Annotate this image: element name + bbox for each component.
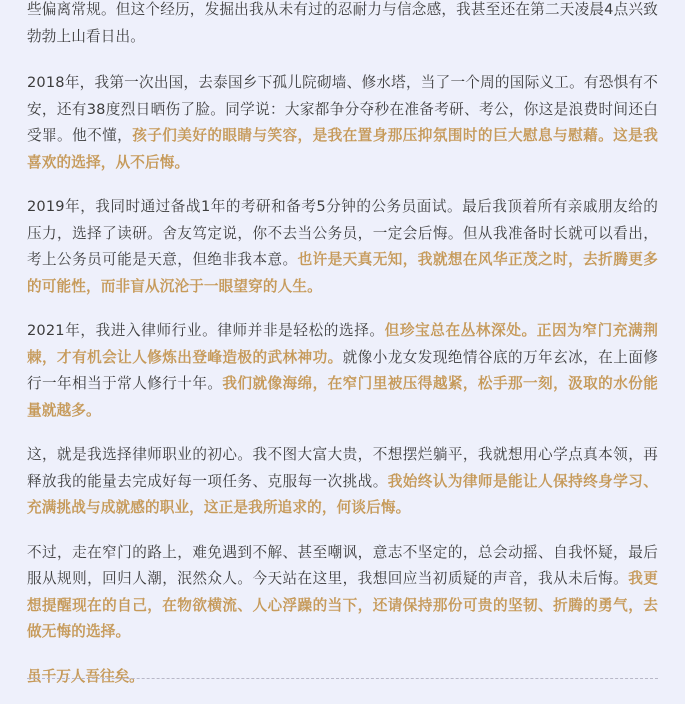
paragraph-2019-text: 2019年，我同时通过备战1年的考研和备考5分钟的公务员面试。最后我顶着所有亲戚朋友给的压力，选择了读研。舍友笃定说，你不去当公务员，一定会后悔。但从我准备时长就可以看出，考上公务员可能是天意，但绝非我本意。 xyxy=(27,198,658,268)
paragraph-2021-highlight-1: 但珍宝总在丛林深处。正因为窄门充满荆棘，才有机会让人修炼出登峰造极的武林神功。 xyxy=(27,322,658,366)
paragraph-2021-highlight-2: 我们就像海绵，在窄门里被压得越紧，松手那一刻，汲取的水份能量就越多。 xyxy=(27,375,659,419)
paragraph-initial-intent xyxy=(27,442,658,522)
paragraph-2019 xyxy=(27,194,658,300)
article-body xyxy=(27,0,658,690)
paragraph-narrow-gate xyxy=(27,540,658,646)
paragraph-initial-intent-text: 这，就是我选择律师职业的初心。我不图大富大贵，不想摆烂躺平，我就想用心学点真本领，再释放我的能量去完成好每一项任务、克服每一次挑战。 xyxy=(27,446,658,490)
paragraph-1 xyxy=(27,0,658,50)
paragraph-2021 xyxy=(27,318,658,424)
paragraph-2018 xyxy=(27,70,658,176)
closing-line: 虽千万人吾往矣。 xyxy=(27,667,144,685)
paragraph-1-text: 些偏离常规。但这个经历，发掘出我从未有过的忍耐力与信念感，我甚至还在第二天凌晨4点兴致勃勃上山看日出。 xyxy=(27,1,658,45)
paragraph-2021-text-2: 就像小龙女发现绝情谷底的万年玄冰，在上面修行一年相当于常人修行十年。 xyxy=(27,348,658,392)
paragraph-narrow-gate-highlight: 我更想提醒现在的自己，在物欲横流、人心浮躁的当下，还请保持那份可贵的坚韧、折腾的勇气，去做无悔的选择。 xyxy=(27,570,658,640)
paragraph-narrow-gate-text: 不过，走在窄门的路上，难免遇到不解、甚至嘲讽，意志不坚定的，总会动摇、自我怀疑，最后服从规则，回归人潮，泯然众人。今天站在这里，我想回应当初质疑的声音，我从未后悔。 xyxy=(27,543,658,587)
paragraph-initial-intent-highlight: 我始终认为律师是能让人保持终身学习、充满挑战与成就感的职业，这正是我所追求的，何谈后悔。 xyxy=(27,472,658,516)
paragraph-2018-text: 2018年，我第一次出国，去泰国乡下孤儿院砌墙、修水塔，当了一个周的国际义工。有恐惧有不安，还有38度烈日晒伤了脸。同学说：大家都争分夺秒在准备考研、考公，你这是浪费时间还白受罪。他不懂， xyxy=(27,74,658,144)
section-divider xyxy=(27,678,658,679)
paragraph-2019-highlight: 也许是天真无知，我就想在风华正茂之时，去折腾更多的可能性，而非盲从沉沦于一眼望穿的人生。 xyxy=(27,251,659,295)
paragraph-2018-highlight: 孩子们美好的眼睛与笑容，是我在置身那压抑氛围时的巨大慰息与慰藉。这是我喜欢的选择，从不后悔。 xyxy=(27,127,658,171)
paragraph-2021-text: 2021年，我进入律师行业。律师并非是轻松的选择。 xyxy=(27,322,385,339)
